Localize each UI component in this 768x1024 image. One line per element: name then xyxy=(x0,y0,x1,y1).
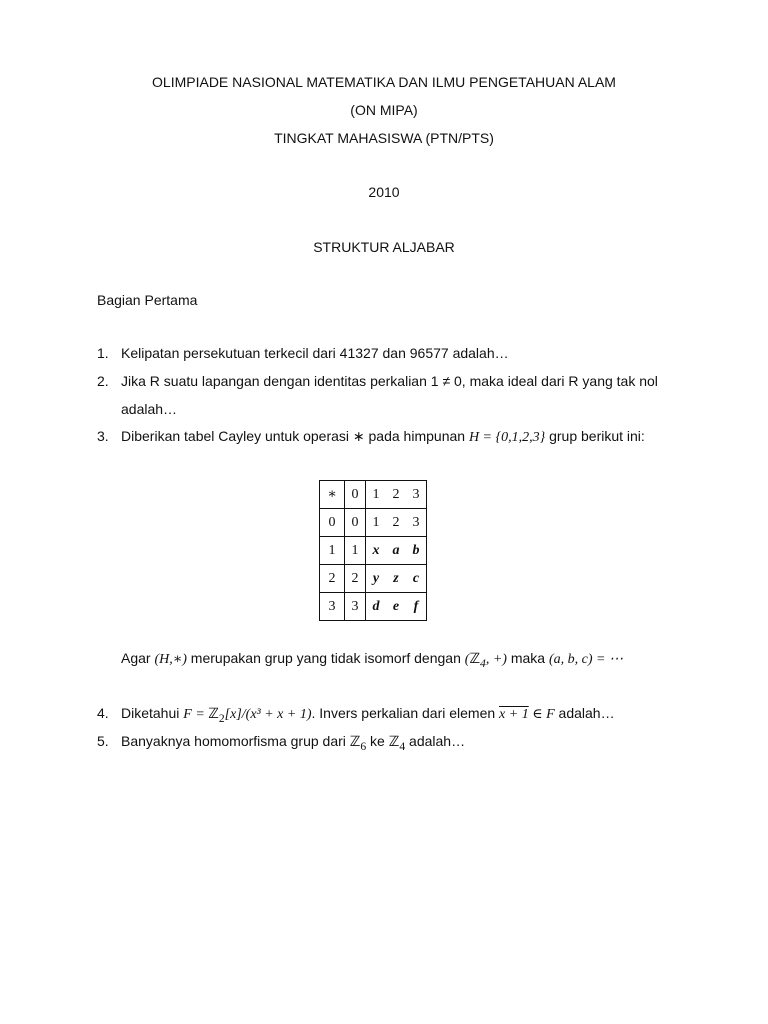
prompt-text: merupakan grup yang tidak isomorf dengan xyxy=(186,650,465,666)
question-2-continuation: adalah… xyxy=(121,401,178,417)
question-text: Diketahui xyxy=(121,705,184,721)
cayley-cell: x xyxy=(366,537,387,565)
cayley-cell: 2 xyxy=(386,509,406,537)
question-1 xyxy=(97,345,509,361)
field-expression: [x]/(x³ + x + 1) xyxy=(224,707,312,722)
cayley-cell: y xyxy=(366,565,387,593)
question-2 xyxy=(97,373,658,389)
subscript: 2 xyxy=(218,711,225,725)
question-text: Jika R suatu lapangan dengan identitas perkalian 1 ≠ 0, maka ideal dari R yang tak nol xyxy=(121,373,658,389)
cayley-cell: b xyxy=(406,537,427,565)
integers-symbol: ℤ xyxy=(388,733,400,749)
cayley-cell: 1 xyxy=(345,537,366,565)
cayley-header-row xyxy=(320,481,427,509)
cayley-cell: e xyxy=(386,593,406,621)
cayley-row xyxy=(320,509,427,537)
subscript: 4 xyxy=(480,656,486,670)
prompt-text: maka xyxy=(506,650,549,666)
cayley-row xyxy=(320,537,427,565)
cayley-cell: z xyxy=(386,565,406,593)
cayley-cell: 3 xyxy=(406,509,427,537)
question-number: 1. xyxy=(97,345,109,361)
element-expression: x + 1 xyxy=(499,707,529,722)
header-subtitle: (ON MIPA) xyxy=(350,102,418,118)
header-title: OLIMPIADE NASIONAL MATEMATIKA DAN ILMU PENGETAHUAN ALAM xyxy=(152,74,616,90)
group-expression: ( xyxy=(464,652,470,667)
prompt-text: Agar xyxy=(121,650,155,666)
question-text-end: adalah… xyxy=(405,733,466,749)
subscript: 6 xyxy=(360,739,367,753)
question-number: 2. xyxy=(97,373,109,389)
question-number: 4. xyxy=(97,705,109,721)
cayley-column-label: 3 xyxy=(406,481,427,509)
header-level: TINGKAT MAHASISWA (PTN/PTS) xyxy=(274,130,494,146)
cayley-cell: 3 xyxy=(345,593,366,621)
question-text-end: grup berikut ini: xyxy=(545,428,645,444)
cayley-cell: 1 xyxy=(366,509,387,537)
subscript: 4 xyxy=(399,739,406,753)
question-5 xyxy=(97,733,465,753)
group-expression: (H,∗) xyxy=(154,652,187,667)
cayley-row-label: 1 xyxy=(320,537,345,565)
membership-expression: ∈ F xyxy=(528,707,555,722)
field-expression: F = xyxy=(183,707,209,722)
question-text: Banyaknya homomorfisma grup dari xyxy=(121,733,350,749)
cayley-row-label: 3 xyxy=(320,593,345,621)
cayley-row xyxy=(320,593,427,621)
cayley-cell: 0 xyxy=(345,509,366,537)
cayley-row-label: ∗ xyxy=(320,481,345,509)
question-text: Kelipatan persekutuan terkecil dari 41327 dan 96577 adalah… xyxy=(121,345,509,361)
question-text: ke xyxy=(366,733,389,749)
section-title: Bagian Pertama xyxy=(97,292,198,308)
integers-symbol: ℤ xyxy=(349,733,361,749)
cayley-row xyxy=(320,565,427,593)
cayley-row-label: 0 xyxy=(320,509,345,537)
question-3 xyxy=(97,428,645,446)
header-subject: STRUKTUR ALJABAR xyxy=(313,239,455,255)
cayley-column-label: 1 xyxy=(366,481,387,509)
question-number: 3. xyxy=(97,428,109,444)
question-text: . Invers perkalian dari elemen xyxy=(311,705,500,721)
cayley-cell: a xyxy=(386,537,406,565)
cayley-cell: d xyxy=(366,593,387,621)
cayley-cell: c xyxy=(406,565,427,593)
cayley-cell: 2 xyxy=(345,565,366,593)
question-4 xyxy=(97,705,615,725)
answer-expression: (a, b, c) = ⋯ xyxy=(548,652,623,667)
header-year: 2010 xyxy=(368,184,400,200)
set-expression: H = {0,1,2,3} xyxy=(468,430,546,445)
integers-symbol: ℤ xyxy=(469,650,480,666)
integers-symbol: ℤ xyxy=(208,705,219,721)
question-number: 5. xyxy=(97,733,109,749)
group-expression: , +) xyxy=(485,652,507,667)
question-text-end: adalah… xyxy=(554,705,615,721)
cayley-column-label: 2 xyxy=(386,481,406,509)
question-text: Diberikan tabel Cayley untuk operasi ∗ pada himpunan xyxy=(121,428,469,444)
cayley-table xyxy=(319,480,427,621)
cayley-row-label: 2 xyxy=(320,565,345,593)
cayley-cell: f xyxy=(406,593,427,621)
cayley-column-label: 0 xyxy=(345,481,366,509)
question-3-prompt xyxy=(121,650,623,670)
